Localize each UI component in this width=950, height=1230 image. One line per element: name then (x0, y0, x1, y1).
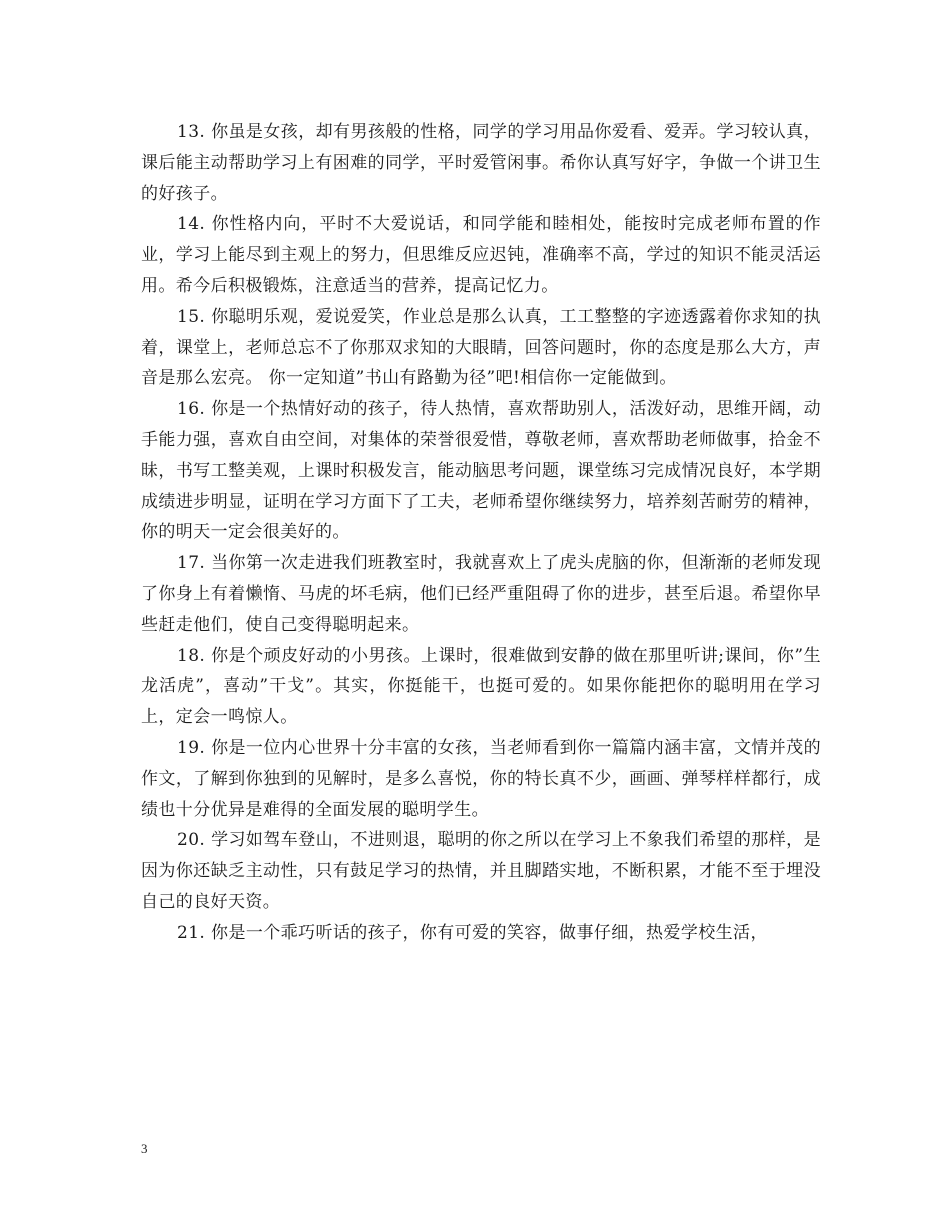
page-number: 3 (141, 1141, 148, 1156)
paragraph-16: 16. 你是一个热情好动的孩子，待人热情，喜欢帮助别人，活泼好动，思维开阔，动手能力强，喜欢自由空间，对集体的荣誉很爱惜，尊敬老师，喜欢帮助老师做事，拾金不昧，书写工整美观，上课时积极发言，能动脑思考问题，课堂练习完成情况良好，本学期成绩进步明显，证明在学习方面下了工夫，老师希望你继续努力，培养刻苦耐劳的精神，你的明天一定会很美好的。 (141, 399, 821, 543)
paragraph-14: 14. 你性格内向，平时不大爱说话，和同学能和睦相处，能按时完成老师布置的作业，学习上能尽到主观上的努力，但思维反应迟钝，准确率不高，学过的知识不能灵活运用。希今后积极锻炼，注意适当的营养，提高记忆力。 (141, 214, 821, 296)
paragraph-17: 17. 当你第一次走进我们班教室时，我就喜欢上了虎头虎脑的你，但渐渐的老师发现了你身上有着懒惰、马虎的坏毛病，他们已经严重阻碍了你的进步，甚至后退。希望你早些赶走他们，使自己变得聪明起来。 (141, 553, 821, 635)
paragraph-18: 18. 你是个顽皮好动的小男孩。上课时，很难做到安静的做在那里听讲;课间，你”生龙活虎”，喜动”干戈”。其实，你挺能干，也挺可爱的。如果你能把你的聪明用在学习上，定会一鸣惊人。 (141, 645, 821, 728)
paragraph-19: 19. 你是一位内心世界十分丰富的女孩，当老师看到你一篇篇内涵丰富，文情并茂的作文，了解到你独到的见解时，是多么喜悦，你的特长真不少，画画、弹琴样样都行，成绩也十分优异是难得的全面发展的聪明学生。 (141, 737, 821, 820)
document-body (141, 117, 821, 949)
paragraph-20: 20. 学习如驾车登山，不进则退，聪明的你之所以在学习上不象我们希望的那样，是因为你还缺乏主动性，只有鼓足学习的热情，并且脚踏实地，不断积累，才能不至于埋没自己的良好天资。 (141, 830, 821, 912)
paragraph-21: 21. 你是一个乖巧听话的孩子，你有可爱的笑容，做事仔细，热爱学校生活， (177, 922, 768, 943)
paragraph-15: 15. 你聪明乐观，爱说爱笑，作业总是那么认真，工工整整的字迹透露着你求知的执着，课堂上，老师总忘不了你那双求知的大眼睛，回答问题时，你的态度是那么大方，声音是那么宏亮。 你一定知道”书山有路勤为径”吧!相信你一定能做到。 (141, 306, 821, 389)
paragraph-13: 13. 你虽是女孩，却有男孩般的性格，同学的学习用品你爱看、爱弄。学习较认真，课后能主动帮助学习上有困难的同学，平时爱管闲事。希你认真写好字，争做一个讲卫生的好孩子。 (141, 122, 821, 204)
